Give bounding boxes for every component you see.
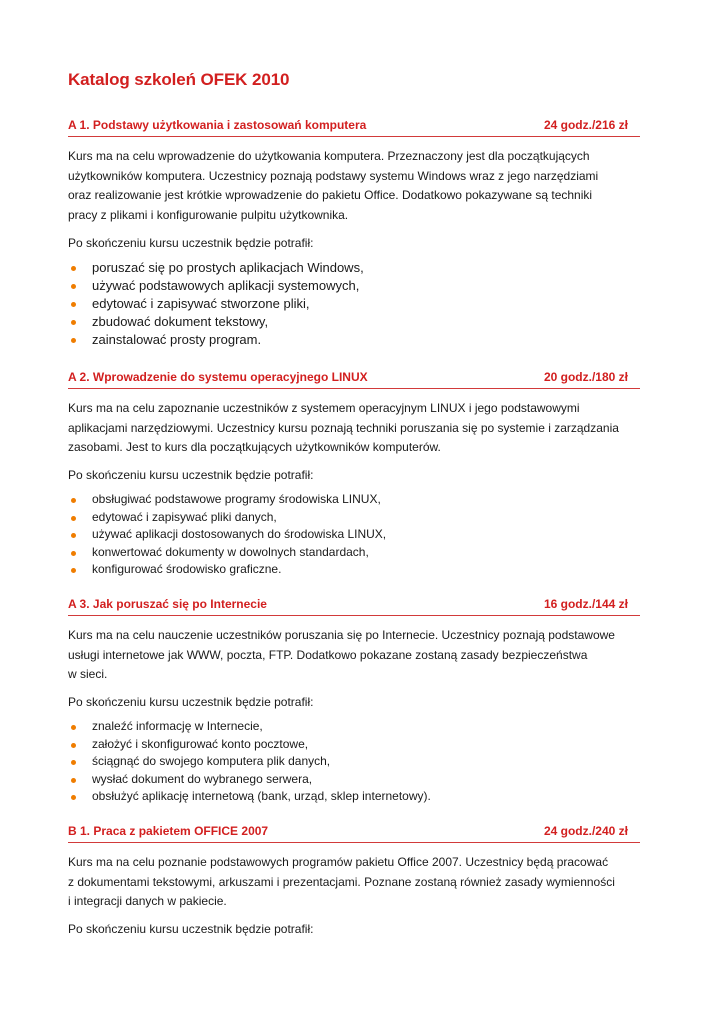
course-price: 16 godz./144 zł [543, 597, 628, 611]
bullet-icon [71, 743, 76, 748]
course-price: 24 godz./216 zł [543, 118, 628, 132]
list-item-text: konwertować dokumenty w dowolnych standardach, [92, 544, 369, 559]
list-item [68, 736, 640, 754]
list-item [68, 509, 640, 527]
outcomes-list [68, 259, 640, 349]
list-item [68, 277, 640, 295]
description-line: usługi internetowe jak WWW, poczta, FTP. Dodatkowo pokazane zostaną zasady bezpieczeństwa [68, 647, 588, 662]
description-line: oraz realizowanie jest krótkie wprowadzenie do pakietu Office. Dodatkowo pokazywane są techniki [68, 188, 593, 203]
list-item [68, 313, 640, 331]
bullet-icon [71, 320, 76, 325]
description-line: Kurs ma na celu nauczenie uczestników poruszania się po Internecie. Uczestnicy poznają podstawowe [68, 628, 615, 642]
list-item [68, 331, 640, 349]
description-line: Kurs ma na celu wprowadzenie do użytkowania komputera. Przeznaczony jest dla początkujących [68, 149, 590, 163]
list-item [68, 526, 640, 544]
outcomes-list [68, 718, 640, 806]
bullet-icon [71, 302, 76, 307]
list-item-text: używać podstawowych aplikacji systemowych, [92, 277, 360, 293]
outcomes-intro: Po skończeniu kursu uczestnik będzie potrafił: [68, 235, 314, 250]
list-item [68, 771, 640, 789]
description-line: aplikacjami narzędziowymi. Uczestnicy kursu poznają techniki poruszania się po systemie i zarządzania [68, 420, 619, 435]
list-item [68, 718, 640, 736]
list-item-text: używać aplikacji dostosowanych do środowiska LINUX, [92, 527, 387, 542]
list-item [68, 259, 640, 277]
bullet-icon [71, 795, 76, 800]
course-section-a3 [68, 597, 640, 806]
bullet-icon [71, 568, 76, 573]
course-title: A 3. Jak poruszać się po Internecie [68, 597, 267, 611]
list-item [68, 544, 640, 562]
list-item-text: poruszać się po prostych aplikacjach Windows, [92, 259, 364, 275]
list-item-text: zainstalować prosty program. [92, 331, 262, 347]
course-section-b1 [68, 824, 640, 937]
description-line: i integracji danych w pakiecie. [68, 894, 227, 909]
description-line: z dokumentami tekstowymi, arkuszami i prezentacjami. Poznane zostaną również zasady wymienności [68, 874, 615, 889]
outcomes-intro: Po skończeniu kursu uczestnik będzie potrafił: [68, 468, 314, 483]
bullet-icon [71, 516, 76, 521]
course-description [68, 853, 640, 912]
description-line: zasobami. Jest to kurs dla początkujących użytkowników komputerów. [68, 440, 441, 455]
bullet-icon [71, 725, 76, 730]
bullet-icon [71, 778, 76, 783]
list-item-text: edytować i zapisywać stworzone pliki, [92, 295, 310, 311]
description-line: pracy z plikami i konfigurowanie pulpitu użytkownika. [68, 208, 349, 223]
course-section-a1 [68, 118, 640, 349]
outcomes-intro: Po skończeniu kursu uczestnik będzie potrafił: [68, 922, 314, 937]
bullet-icon [71, 284, 76, 289]
course-title: B 1. Praca z pakietem OFFICE 2007 [68, 824, 269, 838]
bullet-icon [71, 533, 76, 538]
list-item [68, 788, 640, 806]
list-item-text: obsłużyć aplikację internetową (bank, urząd, sklep internetowy). [92, 789, 431, 804]
list-item [68, 753, 640, 771]
description-line: Kurs ma na celu poznanie podstawowych programów pakietu Office 2007. Uczestnicy będą pracować [68, 855, 609, 869]
list-item-text: wysłać dokument do wybranego serwera, [92, 771, 313, 786]
list-item [68, 295, 640, 313]
bullet-icon [71, 338, 76, 343]
course-title: A 1. Podstawy użytkowania i zastosowań komputera [68, 118, 367, 132]
page-title: Katalog szkoleń OFEK 2010 [68, 70, 290, 89]
course-header [68, 370, 640, 389]
course-header [68, 118, 640, 137]
list-item-text: zbudować dokument tekstowy, [92, 313, 269, 329]
bullet-icon [71, 498, 76, 503]
course-section-a2 [68, 370, 640, 579]
description-line: Kurs ma na celu zapoznanie uczestników z systemem operacyjnym LINUX i jego podstawowymi [68, 401, 580, 415]
list-item [68, 561, 640, 579]
course-price: 24 godz./240 zł [543, 824, 628, 838]
list-item-text: edytować i zapisywać pliki danych, [92, 509, 277, 524]
list-item-text: konfigurować środowisko graficzne. [92, 562, 282, 577]
description-line: w sieci. [68, 667, 108, 682]
list-item-text: założyć i skonfigurować konto pocztowe, [92, 736, 309, 751]
bullet-icon [71, 266, 76, 271]
outcomes-list [68, 491, 640, 579]
list-item-text: znaleźć informację w Internecie, [92, 719, 263, 734]
list-item-text: obsługiwać podstawowe programy środowiska LINUX, [92, 492, 381, 507]
course-header [68, 824, 640, 843]
course-title: A 2. Wprowadzenie do systemu operacyjnego LINUX [68, 370, 368, 384]
course-description [68, 399, 640, 458]
course-header [68, 597, 640, 616]
outcomes-intro: Po skończeniu kursu uczestnik będzie potrafił: [68, 695, 314, 710]
list-item-text: ściągnąć do swojego komputera plik danych, [92, 754, 331, 769]
bullet-icon [71, 760, 76, 765]
bullet-icon [71, 551, 76, 556]
course-description [68, 147, 640, 226]
description-line: użytkowników komputera. Uczestnicy poznają podstawy systemu Windows wraz z jego narzędziami [68, 168, 599, 183]
course-description [68, 626, 640, 685]
list-item [68, 491, 640, 509]
course-price: 20 godz./180 zł [543, 370, 628, 384]
